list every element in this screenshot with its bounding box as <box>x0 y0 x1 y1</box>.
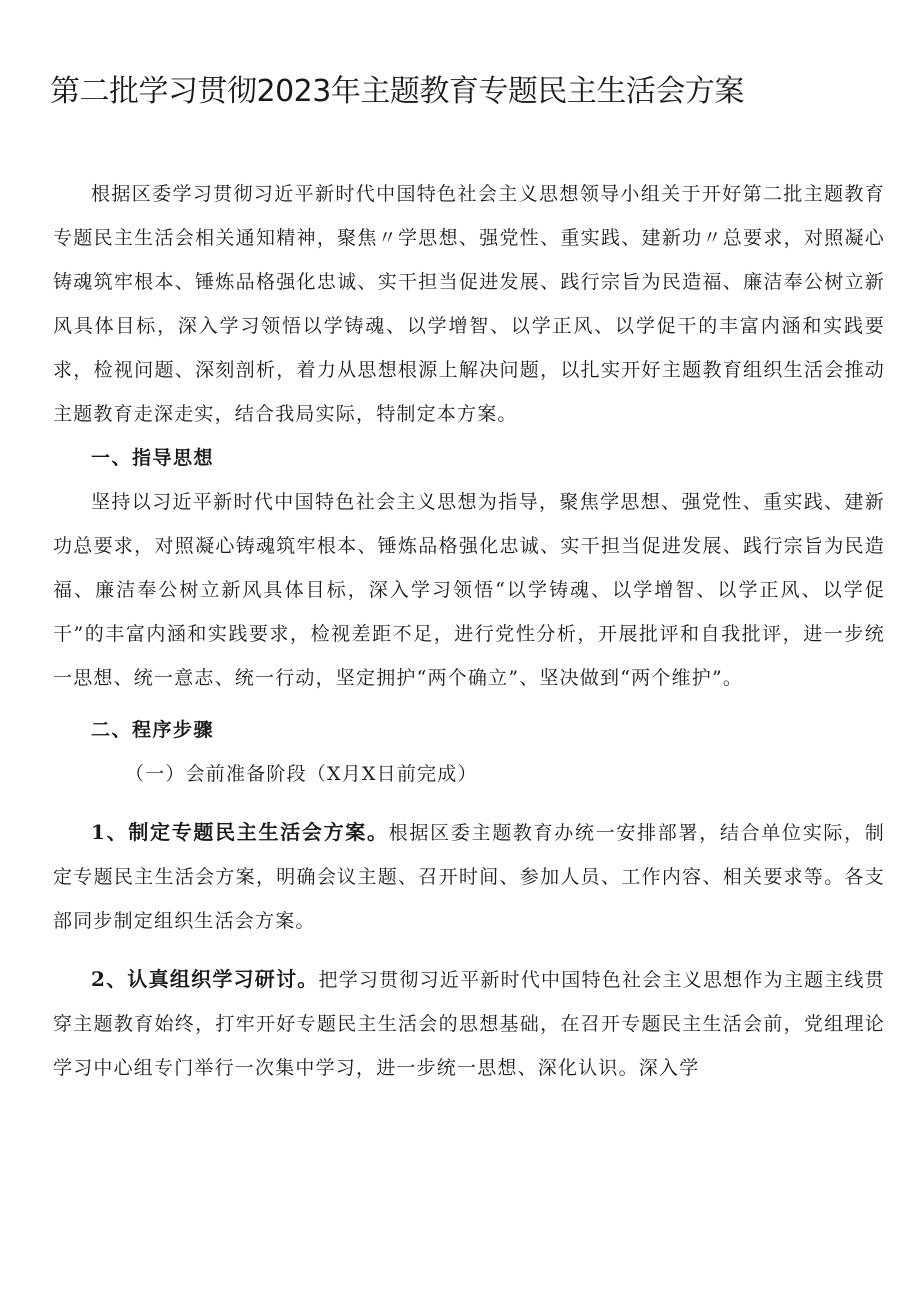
intro-paragraph: 根据区委学习贯彻习近平新时代中国特色社会主义思想领导小组关于开好第二批主题教育专题民主生活会相关通知精神，聚焦〃学思想、强党性、重实践、建新功〃总要求，对照凝心铸魂筑牢根本、锤炼品格强化忠诚、实干担当促进发展、践行宗旨为民造福、廉洁奉公树立新风具体目标，深入学习领悟以学铸魂、以学增智、以学正风、以学促干的丰富内涵和实践要求，检视问题、深刻剖析，着力从思想根源上解决问题，以扎实开好主题教育组织生活会推动主题教育走深走实，结合我局实际，特制定本方案。 <box>53 183 885 425</box>
item-body-study: 把学习贯彻习近平新时代中国特色社会主义思想作为主题主线贯穿主题教育始终，打牢开好专题民主生活会的思想基础，在召开专题民主生活会前，党组理论学习中心组专门举行一次集中学习，进一步统一思想、深化认识。深入学 <box>53 969 885 1079</box>
document-body <box>53 172 885 1090</box>
spacer <box>53 943 885 957</box>
item-lead-plan: 1、制定专题民主生活会方案。 <box>91 820 389 844</box>
document-title: 第二批学习贯彻2023年主题教育专题民主生活会方案 <box>50 74 744 109</box>
item-paragraph-plan <box>53 810 885 943</box>
guiding-thought-paragraph: 坚持以习近平新时代中国特色社会主义思想为指导，聚焦学思想、强党性、重实践、建新功总要求，对照凝心铸魂筑牢根本、锤炼品格强化忠诚、实干担当促进发展、践行宗旨为民造福、廉洁奉公树立新风具体目标，深入学习领悟“以学铸魂、以学增智、以学正风、以学促干”的丰富内涵和实践要求，检视差距不足，进行党性分析，开展批评和自我批评，进一步统一思想、统一意志、统一行动，坚定拥护“两个确立”、坚决做到“两个维护”。 <box>53 491 885 689</box>
item-lead-study: 2、认真组织学习研讨。 <box>91 967 319 991</box>
section-heading-procedure: 二、程序步骤 <box>91 719 215 741</box>
item-paragraph-study <box>53 957 885 1090</box>
item-body-plan: 根据区委主题教育办统一安排部署，结合单位实际，制定专题民主生活会方案，明确会议主题、召开时间、参加人员、工作内容、相关要求等。各支部同步制定组织生活会方案。 <box>53 822 886 932</box>
spacer <box>53 796 885 810</box>
section-heading-guiding-thought: 一、指导思想 <box>91 447 215 469</box>
stage-heading-preparation: （一）会前准备阶段（X月X日前完成） <box>125 763 478 785</box>
spacer <box>53 700 885 708</box>
